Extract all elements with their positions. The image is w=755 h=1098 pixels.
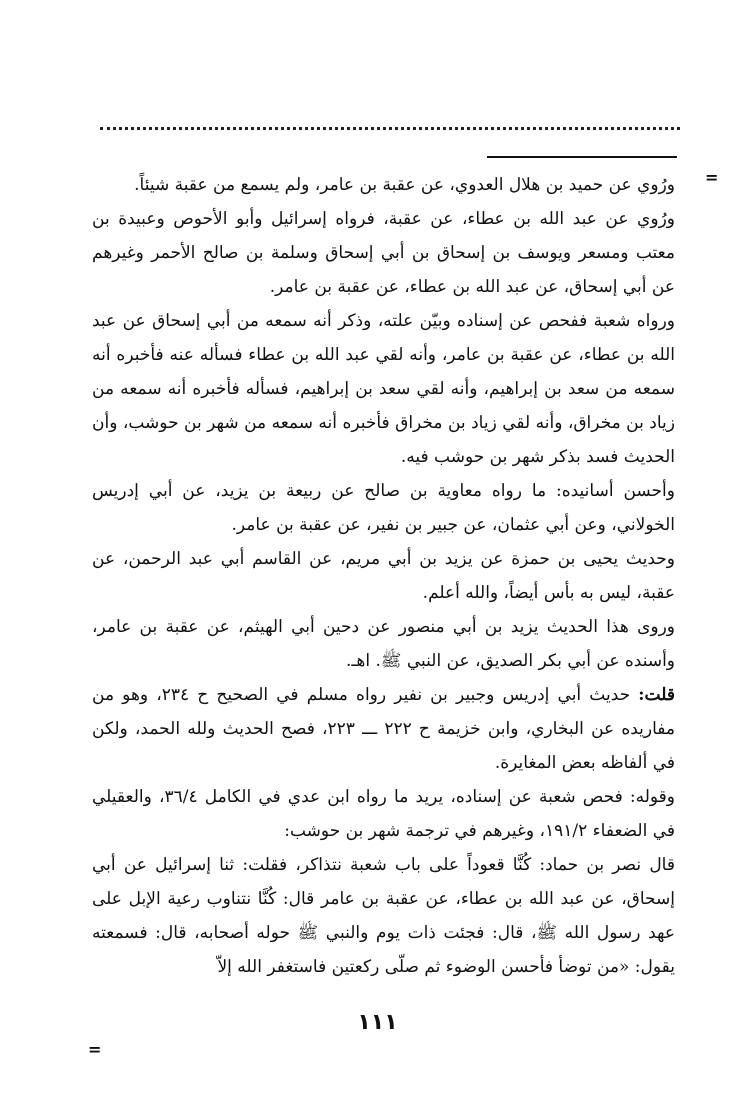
page-number: ١١١ <box>357 1010 398 1035</box>
footnote-rule <box>487 156 677 158</box>
footnote-text <box>92 168 675 984</box>
paragraph-7 <box>92 678 675 780</box>
dotted-separator <box>100 110 680 130</box>
paragraph-9-text: قال نصر بن حماد: كُنَّا قعوداً على باب شعبة نتذاكر، فقلت: ثنا إسرائيل عن أبي إسحاق، عن عبد الله بن عطاء، عن عقبة بن عامر قال: كُنَّا نتناوب رعية الإبل على عهد رسول الله ﷺ، قال: فجئت ذات يوم والنبي ﷺ حوله أصحابه، قال: فسمعته يقول: «من توضأ فأحسن الوضوء ثم صلّى ركعتين فاستغفر الله إلاّ <box>92 855 675 977</box>
paragraph-1 <box>92 168 675 202</box>
paragraph-6 <box>92 610 675 678</box>
paragraph-9 <box>92 848 675 984</box>
paragraph-6-text: وروى هذا الحديث يزيد بن أبي منصور عن دحين أبي الهيثم، عن عقبة بن عامر، وأسنده عن أبي بكر الصديق، عن النبي ﷺ. اهـ. <box>92 617 675 671</box>
paragraph-3 <box>92 304 675 474</box>
paragraph-7-text: حديث أبي إدريس وجبير بن نفير رواه مسلم في الصحيح ح ٢٣٤، وهو من مفاريده عن البخاري، وابن خزيمة ح ٢٢٢ ـــ ٢٢٣، فصح الحديث ولله الحمد، ولكن في ألفاظه بعض المغايرة. <box>92 685 676 773</box>
continuation-mark-top: = <box>705 168 719 187</box>
paragraph-3-text: ورواه شعبة ففحص عن إسناده وبيّن علته، وذكر أنه سمعه من أبي إسحاق عن عبد الله بن عطاء، عن عقبة بن عامر، وأنه لقي عبد الله بن عطاء فسأله عنه فأخبره أنه سمعه من سعد بن إبراهيم، وأنه لقي سعد بن إبراهيم، فسأله فأخبره أنه سمعه من زياد بن مخراق، وأنه لقي زياد بن مخراق فأخبره أنه سمعه من شهر بن حوشب، وأن الحديث فسد بذكر شهر بن حوشب فيه. <box>92 311 675 467</box>
paragraph-5-text: وحديث يحيى بن حمزة عن يزيد بن أبي مريم، عن القاسم أبي عبد الرحمن، عن عقبة، ليس به بأس أيضاً، والله أعلم. <box>92 549 675 603</box>
paragraph-2-text: ورُوي عن عبد الله بن عطاء، عن عقبة، فرواه إسرائيل وأبو الأحوص وعبيدة بن معتب ومسعر ويوسف بن إسحاق بن أبي إسحاق وسلمة بن صالح الأحمر وغيرهم عن أبي إسحاق، عن عبد الله بن عطاء، عن عقبة بن عامر. <box>92 209 675 297</box>
paragraph-1-text: ورُوي عن حميد بن هلال العدوي، عن عقبة بن عامر، ولم يسمع من عقبة شيئاً. <box>134 175 675 195</box>
paragraph-5 <box>92 542 675 610</box>
paragraph-2 <box>92 202 675 304</box>
continuation-mark-bottom: = <box>88 1040 102 1059</box>
paragraph-7-lead: قلت: <box>638 685 675 705</box>
paragraph-8-text: وقوله: فحص شعبة عن إسناده، يريد ما رواه ابن عدي في الكامل ٣٦/٤، والعقيلي في الضعفاء ١٩١/٢، وغيرهم في ترجمة شهر بن حوشب: <box>92 787 676 841</box>
paragraph-4 <box>92 474 675 542</box>
paragraph-8 <box>92 780 675 848</box>
paragraph-4-text: وأحسن أسانيده: ما رواه معاوية بن صالح عن ربيعة بن يزيد، عن أبي إدريس الخولاني، وعن أبي عثمان، عن جبير بن نفير، عن عقبة بن عامر. <box>92 481 675 535</box>
